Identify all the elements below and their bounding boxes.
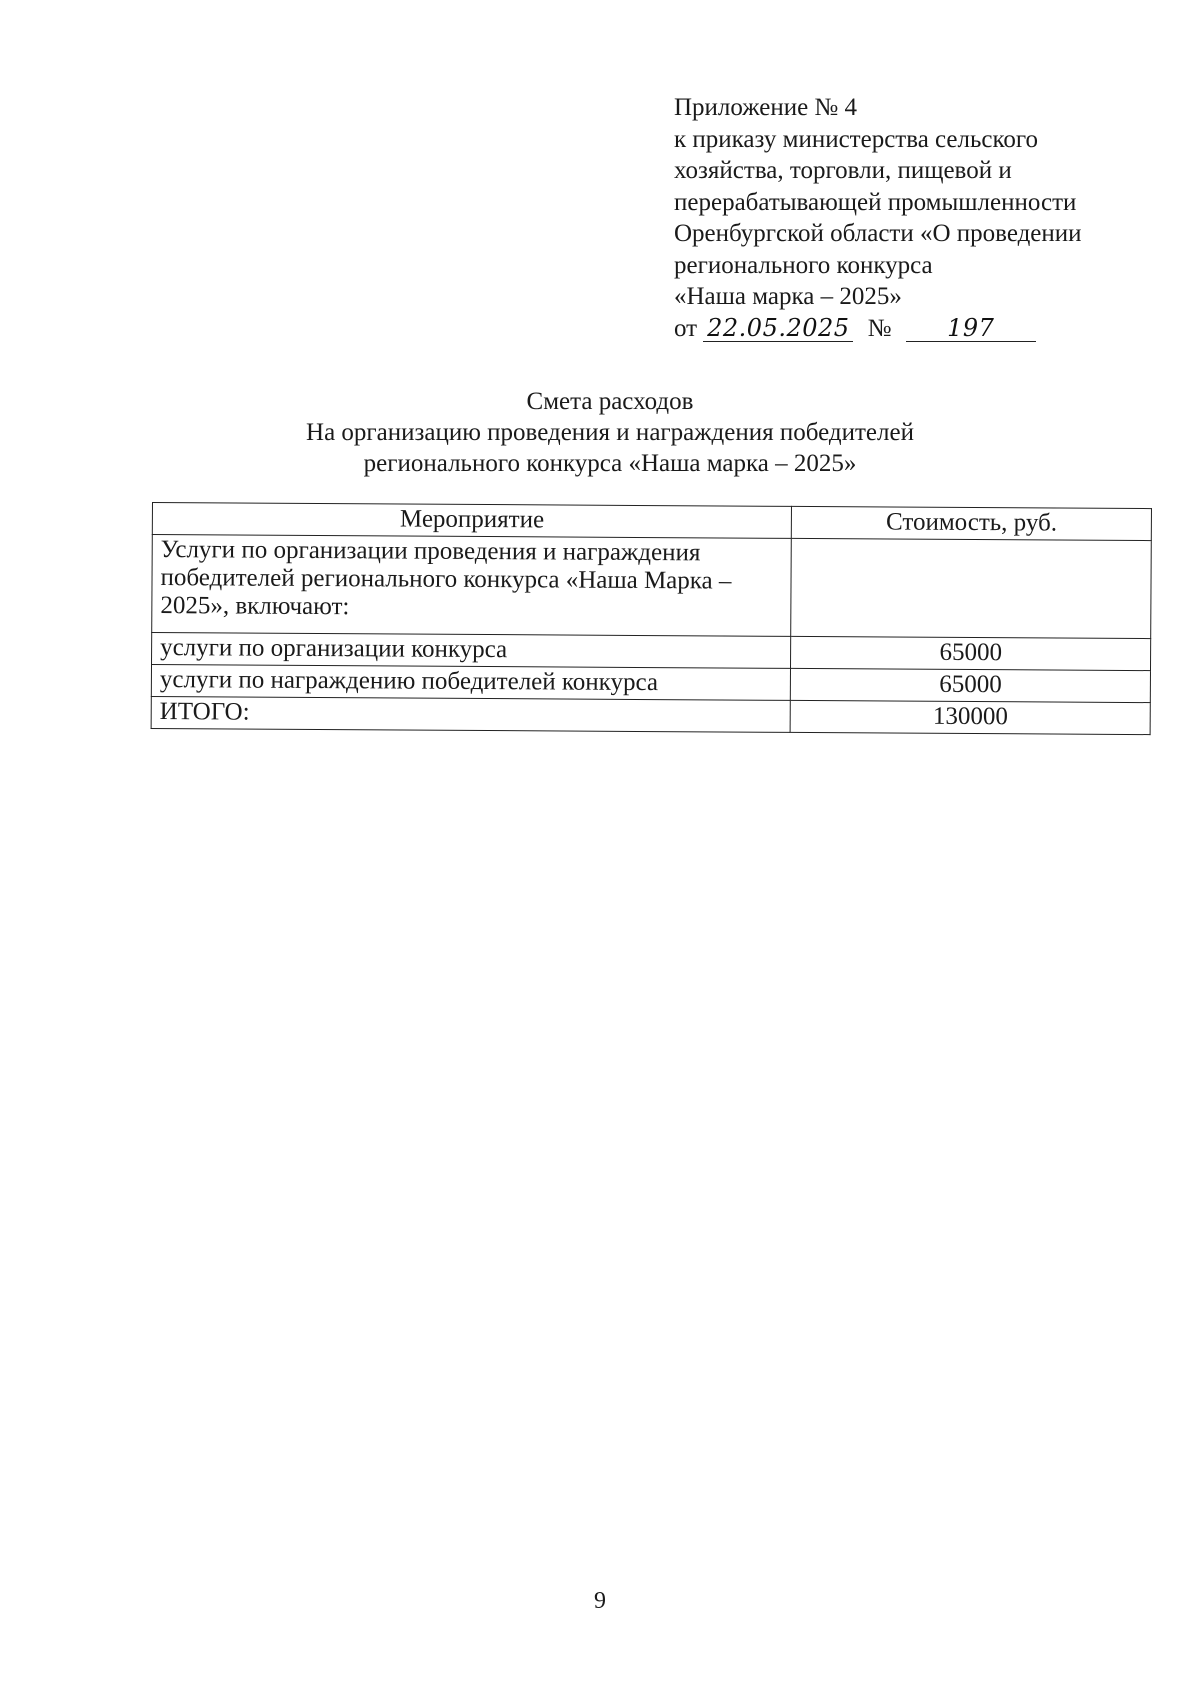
appendix-line: Приложение № 4 <box>674 94 858 121</box>
page-number: 9 <box>594 1588 606 1614</box>
estimate-table <box>151 502 1152 735</box>
title-line-3: регионального конкурса «Наша марка – 2025» <box>363 450 857 477</box>
title-line-2: На организацию проведения и награждения победителей <box>306 419 914 446</box>
appendix-line: хозяйства, торговли, пищевой и <box>674 157 1012 184</box>
number-prefix: № <box>867 314 892 342</box>
appendix-line: «Наша марка – 2025» <box>674 283 902 310</box>
order-number-handwritten: 197 <box>906 315 1036 342</box>
table-row <box>152 535 1152 639</box>
title-line-1: Смета расходов <box>526 388 694 415</box>
cell-cost <box>791 538 1151 638</box>
cell-total-cost: 130000 <box>790 700 1150 734</box>
document-title <box>180 386 1040 479</box>
cell-event: услуги по награждению победителей конкурса <box>151 665 790 701</box>
appendix-line: регионального конкурса <box>674 251 933 279</box>
cell-total-label: ИТОГО: <box>151 696 790 732</box>
order-date-handwritten: 22.05.2025 <box>703 315 853 342</box>
order-date-number-line <box>674 313 1144 347</box>
appendix-line: к приказу министерства сельского <box>674 125 1039 153</box>
header-cost: Стоимость, руб. <box>792 506 1152 540</box>
appendix-header <box>674 92 1144 347</box>
table-total-row <box>151 696 1150 734</box>
appendix-line: Оренбургской области «О проведении <box>674 220 1082 247</box>
cell-cost: 65000 <box>791 636 1151 670</box>
cell-cost: 65000 <box>791 668 1151 702</box>
date-prefix: от <box>674 314 698 342</box>
appendix-line: перерабатывающей промышленности <box>674 188 1077 216</box>
cell-event: услуги по организации конкурса <box>152 633 791 669</box>
cell-event: Услуги по организации проведения и награждения победителей регионального конкурса «Наша Марка – 2025», включают: <box>152 535 792 637</box>
estimate-table-wrapper <box>152 502 1152 729</box>
header-event: Мероприятие <box>152 503 791 539</box>
